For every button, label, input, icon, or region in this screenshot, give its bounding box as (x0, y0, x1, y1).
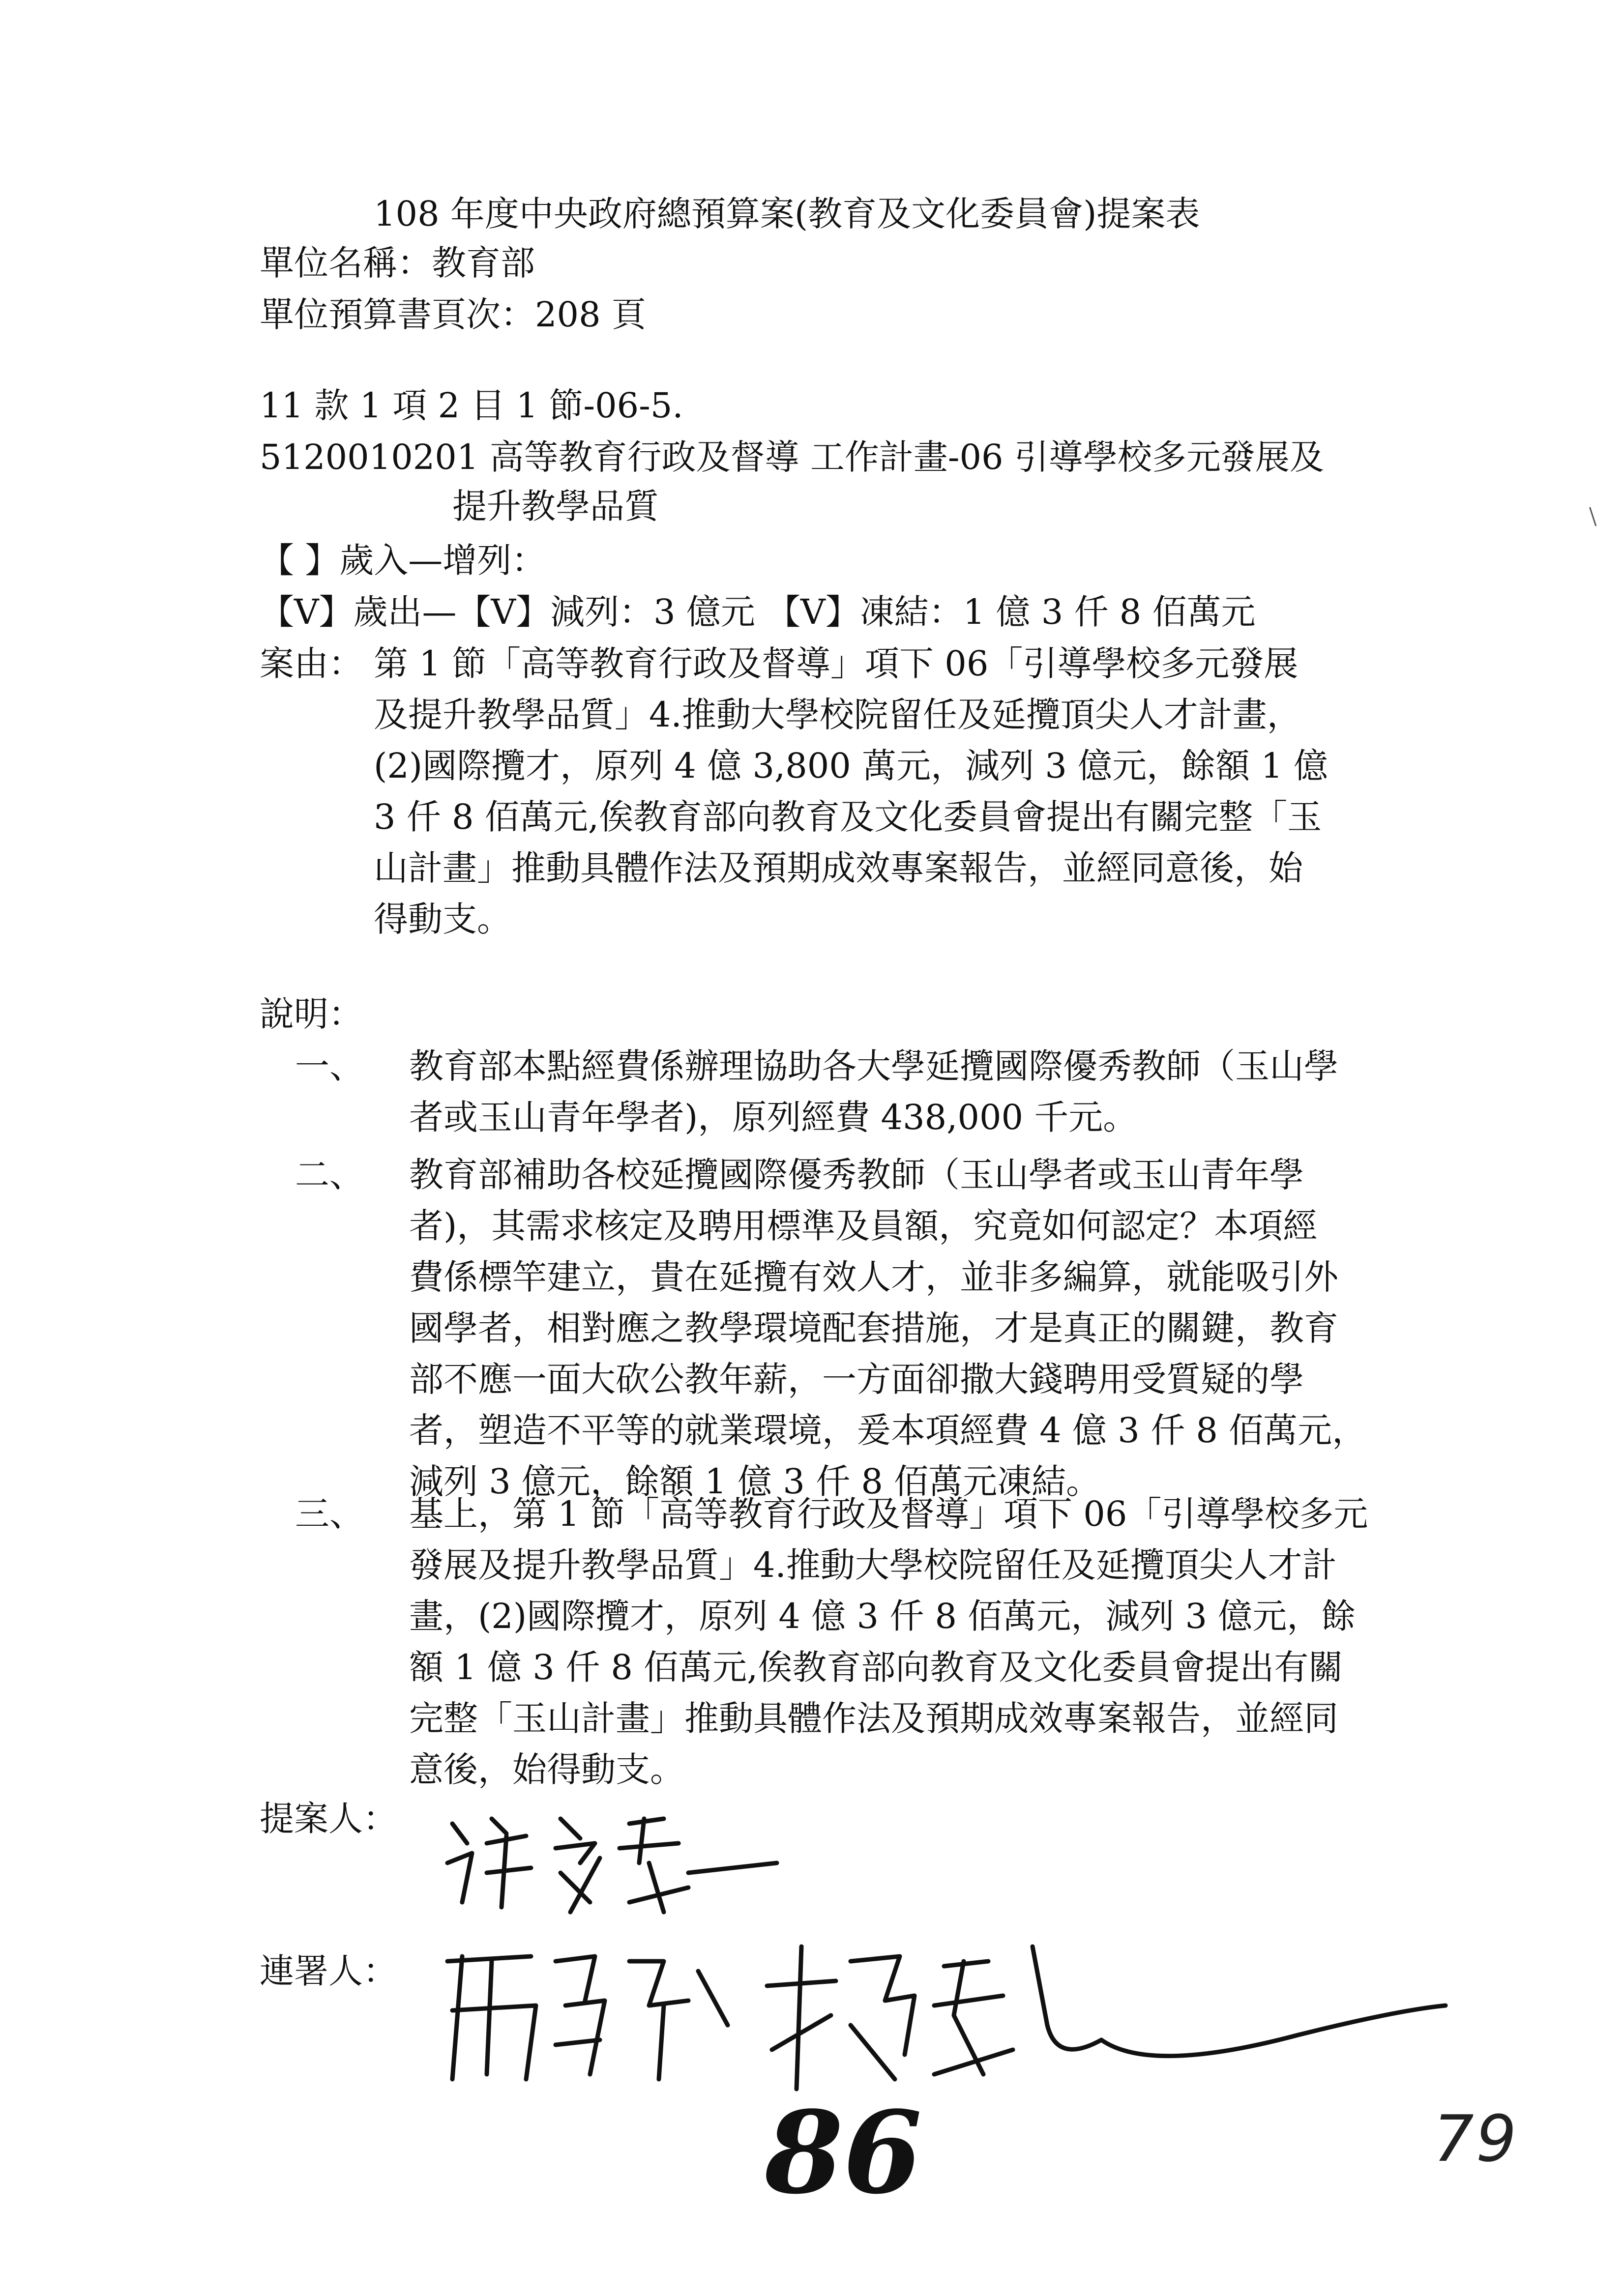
explanation-label: 說明： (260, 994, 363, 1034)
item-line: 國學者，相對應之教學環境配套措施，才是真正的關鍵，教育 (409, 1308, 1338, 1348)
scan-mark (1589, 506, 1599, 526)
proposer-signature (433, 1789, 787, 1927)
item-text (409, 1488, 1442, 1795)
budget-item-reference: 11 款 1 項 2 目 1 節-06-5. (260, 385, 683, 426)
budget-page-reference: 單位預算書頁次：208 頁 (260, 294, 646, 335)
item-line: 教育部補助各校延攬國際優秀教師（玉山學者或玉山青年學 (409, 1155, 1304, 1195)
budget-code-line: 5120010201 高等教育行政及督導 工作計畫-06 引導學校多元發展及 (260, 437, 1324, 477)
item-line: 減列 3 億元，餘額 1 億 3 仟 8 佰萬元凍結。 (409, 1461, 1101, 1502)
item-line: 發展及提升教學品質」4.推動大學校院留任及延攬頂尖人才計 (409, 1545, 1337, 1585)
item-line: 者)，其需求核定及聘用標準及員額，究竟如何認定？本項經 (409, 1206, 1318, 1246)
item-line: 者或玉山青年學者)，原列經費 438,000 千元。 (409, 1097, 1138, 1137)
unit-name: 單位名稱：教育部 (260, 243, 535, 283)
item-number: 三、 (295, 1494, 364, 1534)
revenue-line: 【 】歲入—增列： (260, 540, 546, 581)
handwritten-number-86 (760, 2087, 937, 2214)
item-line: 畫，(2)國際攬才，原列 4 億 3 仟 8 佰萬元，減列 3 億元，餘 (409, 1596, 1356, 1636)
item-text (409, 1149, 1442, 1507)
handwritten-number-text: 86 (765, 2087, 922, 2214)
reason-line: (2)國際攬才，原列 4 億 3,800 萬元，減列 3 億元，餘額 1 億 (374, 746, 1329, 786)
item-line: 費係標竿建立，貴在延攬有效人才，並非多編算，就能吸引外 (409, 1257, 1338, 1297)
item-line: 部不應一面大砍公教年薪，一方面卻撒大錢聘用受質疑的學 (409, 1359, 1304, 1399)
item-line: 者，塑造不平等的就業環境，爰本項經費 4 億 3 仟 8 佰萬元， (409, 1410, 1367, 1451)
cosigner-signature-1 (433, 1932, 747, 2099)
reason-line: 3 仟 8 佰萬元,俟教育部向教育及文化委員會提出有關完整「玉 (374, 797, 1322, 837)
item-line: 額 1 億 3 仟 8 佰萬元,俟教育部向教育及文化委員會提出有關 (409, 1647, 1343, 1687)
reason-line: 山計畫」推動具體作法及預期成效專案報告，並經同意後，始 (374, 848, 1303, 888)
item-number: 一、 (295, 1046, 364, 1086)
item-line: 基上，第 1 節「高等教育行政及督導」項下 06「引導學校多元 (409, 1494, 1368, 1534)
cosigner-signature-2 (757, 1927, 1455, 2104)
expenditure-line: 【V】歲出—【V】減列：3 億元 【V】凍結：1 億 3 仟 8 佰萬元 (260, 592, 1256, 632)
item-text (409, 1041, 1442, 1143)
budget-code-line-continued: 提升教學品質 (452, 486, 659, 526)
item-line: 教育部本點經費係辦理協助各大學延攬國際優秀教師（玉山學 (409, 1046, 1338, 1086)
reason-line: 第 1 節「高等教育行政及督導」項下 06「引導學校多元發展 (374, 643, 1299, 684)
item-line: 完整「玉山計畫」推動具體作法及預期成效專案報告，並經同 (409, 1698, 1338, 1739)
reason-label: 案由： (260, 643, 363, 684)
item-number: 二、 (295, 1155, 364, 1195)
proposer-label: 提案人： (260, 1799, 397, 1839)
reason-body (374, 638, 1396, 945)
document-title: 108 年度中央政府總預算案(教育及文化委員會)提案表 (374, 194, 1200, 234)
reason-line: 得動支。 (374, 899, 511, 939)
page-number: 79 (1433, 2101, 1519, 2176)
cosigner-label: 連署人： (260, 1951, 397, 1991)
reason-line: 及提升教學品質」4.推動大學校院留任及延攬頂尖人才計畫， (374, 695, 1301, 735)
item-line: 意後，始得動支。 (409, 1749, 684, 1790)
